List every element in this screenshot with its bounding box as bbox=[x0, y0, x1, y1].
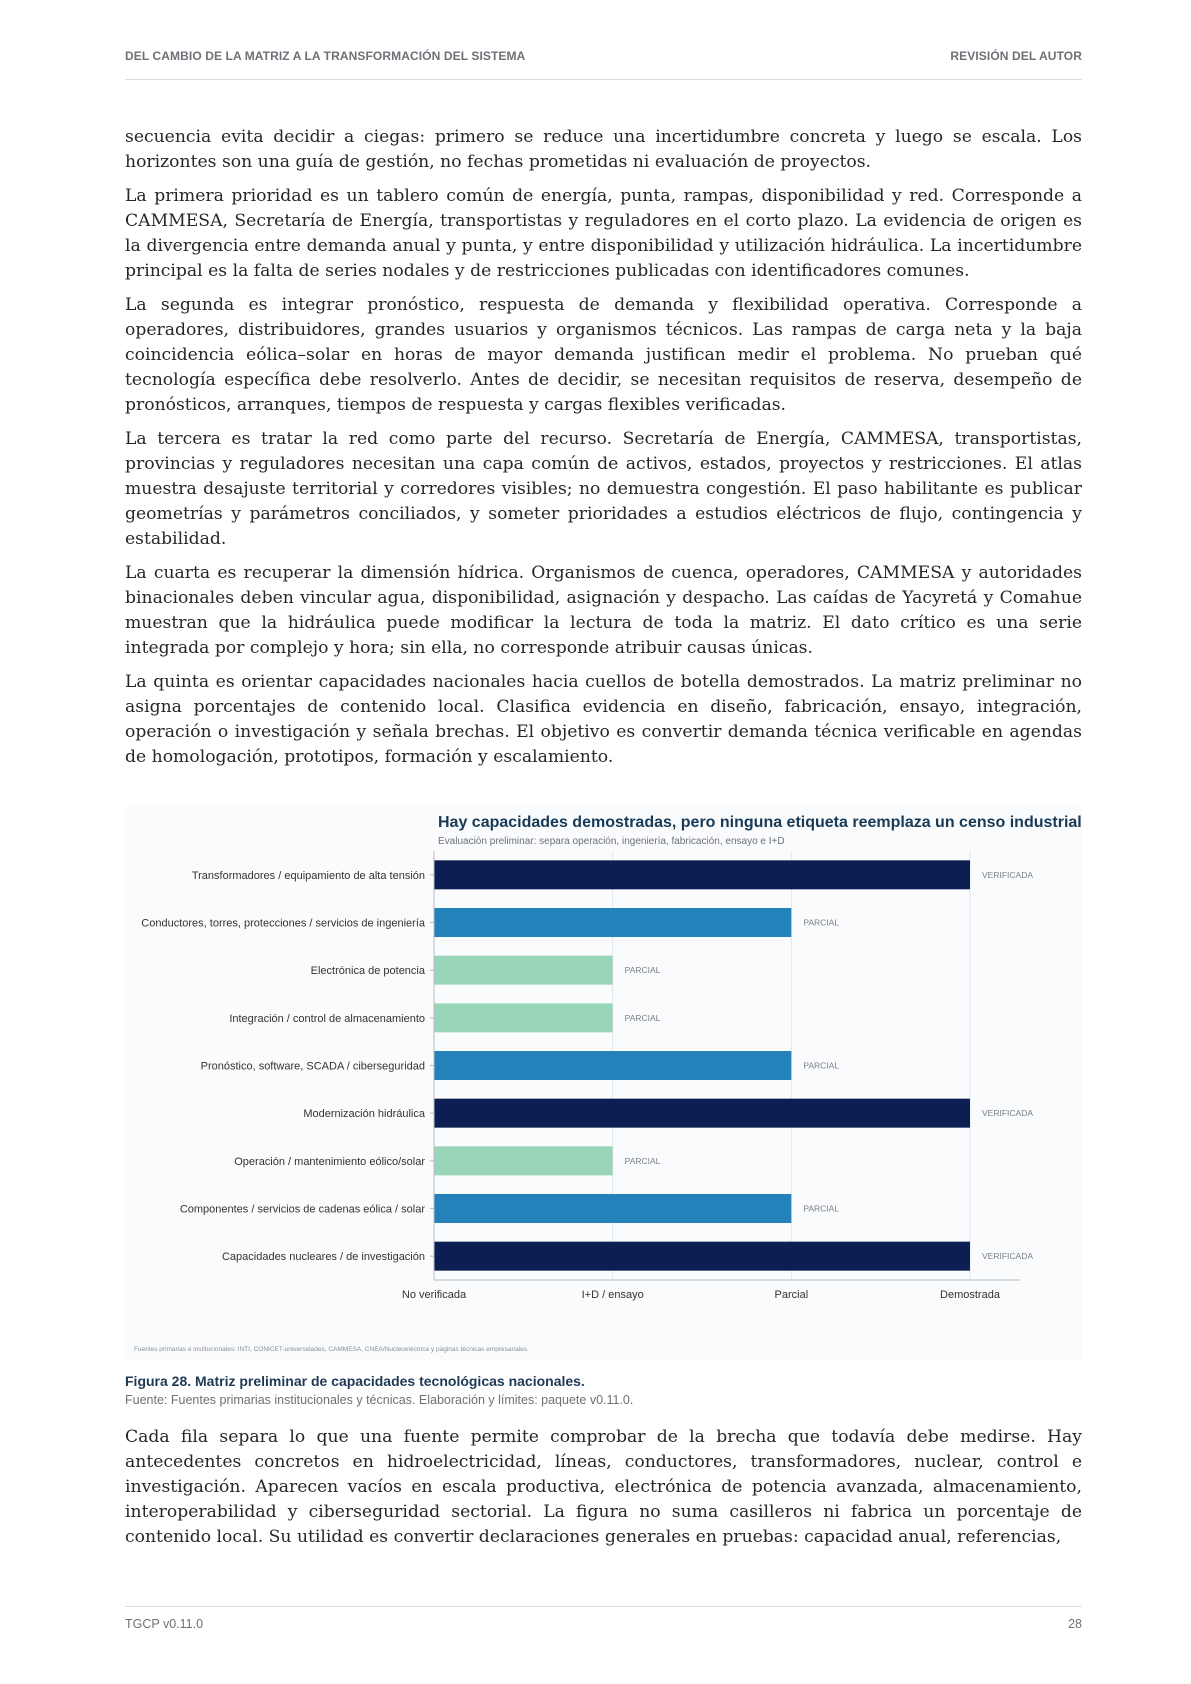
header-title: DEL CAMBIO DE LA MATRIZ A LA TRANSFORMACIÓN DEL SISTEMA bbox=[125, 49, 526, 63]
caption-title: Figura 28. Matriz preliminar de capacidades tecnológicas nacionales. bbox=[125, 1373, 585, 1389]
figure-caption bbox=[125, 1372, 1082, 1409]
bar-value-label: VERIFICADA bbox=[982, 1251, 1034, 1262]
category-label: Operación / mantenimiento eólico/solar bbox=[234, 1155, 425, 1168]
caption-source: Fuente: Fuentes primarias institucionales y técnicas. Elaboración y límites: paquete v0.11.0. bbox=[125, 1393, 634, 1407]
x-tick-label: No verificada bbox=[401, 1289, 467, 1301]
chart-bars bbox=[435, 860, 1034, 1270]
page-number: 28 bbox=[1068, 1617, 1082, 1631]
bar-value-label: VERIFICADA bbox=[982, 869, 1034, 880]
body-text-top bbox=[125, 125, 1082, 779]
bar bbox=[435, 1194, 792, 1223]
bar bbox=[435, 860, 971, 889]
category-label: Pronóstico, software, SCADA / ciberseguridad bbox=[200, 1060, 425, 1073]
bar-value-label: PARCIAL bbox=[624, 1012, 661, 1023]
category-label: Integración / control de almacenamiento bbox=[229, 1012, 425, 1025]
category-label: Componentes / servicios de cadenas eólica / solar bbox=[179, 1203, 425, 1216]
category-label: Transformadores / equipamiento de alta tensión bbox=[191, 869, 425, 882]
bar-value-label: VERIFICADA bbox=[982, 1108, 1034, 1119]
category-label: Conductores, torres, protecciones / servicios de ingeniería bbox=[141, 917, 425, 930]
running-footer bbox=[125, 1606, 1082, 1631]
x-tick-label: I+D / ensayo bbox=[581, 1289, 644, 1301]
category-label: Capacidades nucleares / de investigación bbox=[221, 1251, 425, 1264]
bar-value-label: PARCIAL bbox=[624, 1155, 661, 1166]
chart-title: Hay capacidades demostradas, pero ninguna etiqueta reemplaza un censo industrial bbox=[438, 814, 1082, 831]
category-label: Modernización hidráulica bbox=[303, 1108, 425, 1121]
bar bbox=[435, 1051, 792, 1080]
bar bbox=[435, 1146, 613, 1175]
paragraph: secuencia evita decidir a ciegas: primero se reduce una incertidumbre concreta y luego se escala. Los horizontes son una guía de gestión, no fechas prometidas ni evaluación de proyectos. bbox=[125, 127, 1082, 172]
paragraph: La tercera es tratar la red como parte del recurso. Secretaría de Energía, CAMMESA, transportistas, provincias y reguladores necesitan una capa común de activos, estados, proyectos y restricciones. El atlas muestra desajuste territorial y corredores visibles; no demuestra congestión. El paso habilitante es publicar geometrías y parámetros conciliados, y someter prioridades a estudios eléctricos de flujo, contingencia y estabilidad. bbox=[125, 429, 1082, 549]
footer-version: TGCP v0.11.0 bbox=[125, 1617, 204, 1631]
bar bbox=[435, 956, 613, 985]
chart-svg bbox=[125, 806, 1082, 1361]
x-tick-label: Parcial bbox=[774, 1289, 809, 1301]
bar-value-label: PARCIAL bbox=[803, 1203, 840, 1214]
chart-subtitle: Evaluación preliminar: separa operación, ingeniería, fabricación, ensayo e I+D bbox=[438, 836, 785, 847]
paragraph: La segunda es integrar pronóstico, respuesta de demanda y flexibilidad operativa. Corresponde a operadores, distribuidores, grandes usuarios y organismos técnicos. Las rampas de carga neta y la baja coincidencia eólica–solar en horas de mayor demanda justifican medir el problema. No prueban qué tecnología específica debe resolverlo. Antes de decidir, se necesitan requisitos de reserva, desempeño de pronósticos, arranques, tiempos de respuesta y cargas flexibles verificadas. bbox=[125, 295, 1082, 415]
bar-value-label: PARCIAL bbox=[803, 917, 840, 928]
paragraph: La primera prioridad es un tablero común de energía, punta, rampas, disponibilidad y red. Corresponde a CAMMESA, Secretaría de Energía, transportistas y reguladores en el corto plazo. La evidencia de origen es la divergencia entre demanda anual y punta, y entre disponibilidad y utilización hidráulica. La incertidumbre principal es la falta de series nodales y de restricciones publicadas con identificadores comunes. bbox=[125, 186, 1082, 281]
body-text-bottom bbox=[125, 1425, 1082, 1559]
running-header bbox=[125, 49, 1082, 80]
bar bbox=[435, 908, 792, 937]
figure-capabilities-chart bbox=[125, 806, 1082, 1361]
chart-source-note: Fuentes primarias e institucionales: INTI, CONICET-universidades, CAMMESA, CNEA/Nucleoeléctrica y páginas técnicas empresariales. bbox=[134, 1346, 529, 1353]
bar-value-label: PARCIAL bbox=[803, 1060, 840, 1071]
x-tick-label: Demostrada bbox=[940, 1289, 1000, 1301]
bar bbox=[435, 1099, 971, 1128]
bar bbox=[435, 1242, 971, 1271]
header-status: REVISIÓN DEL AUTOR bbox=[950, 49, 1082, 63]
paragraph: Cada fila separa lo que una fuente permite comprobar de la brecha que todavía debe medirse. Hay antecedentes concretos en hidroelectricidad, líneas, conductores, transformadores, nuclear, control e investigación. Aparecen vacíos en escala productiva, electrónica de potencia avanzada, almacenamiento, interoperabilidad y ciberseguridad sectorial. La figura no suma casilleros ni fabrica un porcentaje de contenido local. Su utilidad es convertir declaraciones generales en pruebas: capacidad anual, referencias, bbox=[125, 1427, 1082, 1547]
paragraph: La quinta es orientar capacidades nacionales hacia cuellos de botella demostrados. La matriz preliminar no asigna porcentajes de contenido local. Clasifica evidencia en diseño, fabricación, ensayo, integración, operación o investigación y señala brechas. El objetivo es convertir demanda técnica verificable en agendas de homologación, prototipos, formación y escalamiento. bbox=[125, 672, 1082, 767]
bar bbox=[435, 1003, 613, 1032]
paragraph: La cuarta es recuperar la dimensión hídrica. Organismos de cuenca, operadores, CAMMESA y autoridades binacionales deben vincular agua, disponibilidad, asignación y despacho. Las caídas de Yacyretá y Comahue muestran que la hidráulica puede modificar la lectura de toda la matriz. El dato crítico es una serie integrada por complejo y hora; sin ella, no corresponde atribuir causas únicas. bbox=[125, 563, 1082, 658]
category-label: Electrónica de potencia bbox=[310, 965, 425, 978]
bar-value-label: PARCIAL bbox=[624, 965, 661, 976]
